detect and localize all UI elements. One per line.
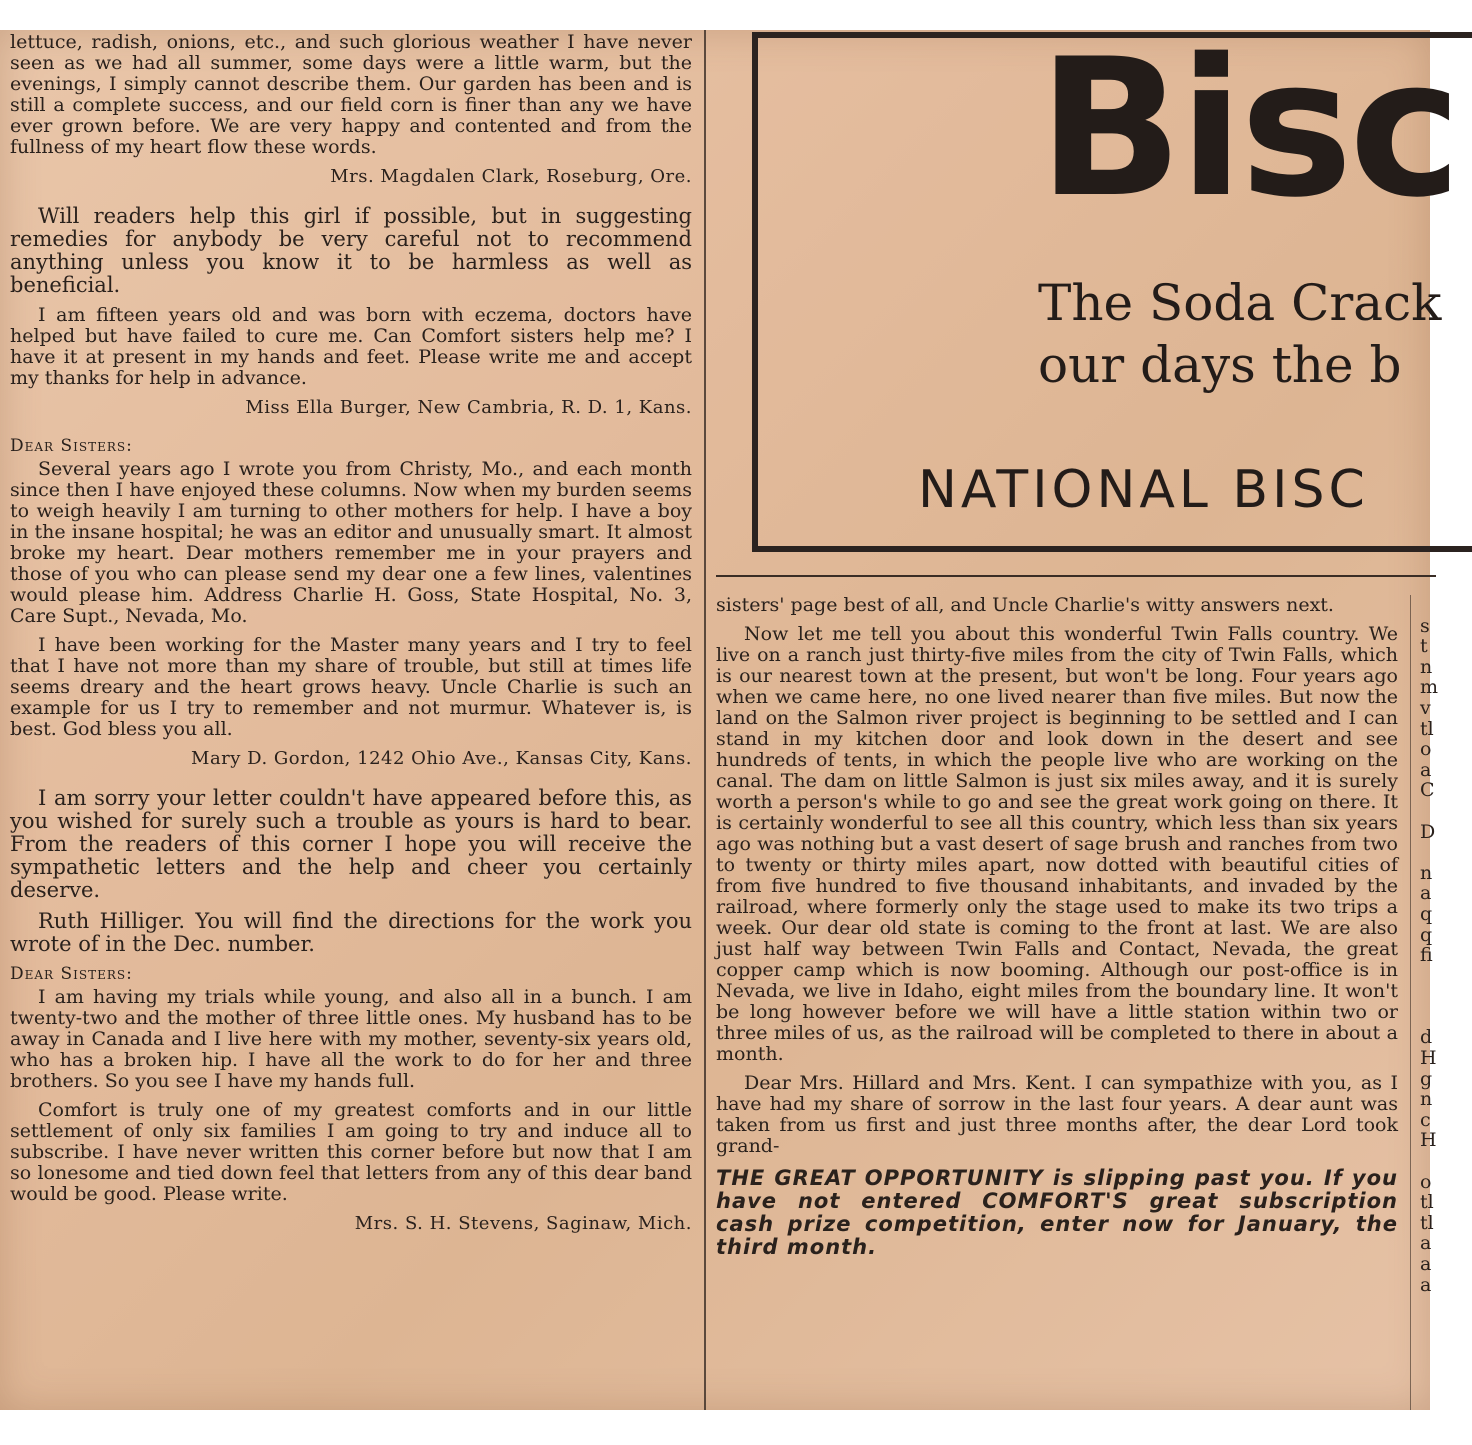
ad-heading: Bisc [1038, 18, 1458, 239]
edge-fragment: n [1420, 655, 1433, 678]
right-column [716, 595, 1398, 1259]
edge-fragment: tl [1420, 1191, 1434, 1214]
edge-fragment: d [1420, 1026, 1433, 1049]
editor-note: I am sorry your letter couldn't have appeared before this, as you wished for surely such a trouble as yours is hard to bear. From the readers of this corner I hope you will receive the sympathetic letters and the help and cheer you certainly deserve. [10, 786, 692, 902]
ad-tagline-line: The Soda Crack [1038, 274, 1442, 332]
section-rule [716, 575, 1436, 577]
ad-tagline-line: our days the b [1038, 336, 1402, 394]
letter-paragraph: Several years ago I wrote you from Christy, Mo., and each month since then I have enjoyed these columns. Now when my burden seems to weigh heavily I am turning to other mothers for help. I have a boy in the insane hospital; he was an editor and unusually smart. It almost broke my heart. Dear mothers remember me in your prayers and those of you who can please send my dear one a few lines, valentines would please him. Address Charlie H. Goss, State Hospital, No. 3, Care Supt., Nevada, Mo. [10, 458, 692, 627]
edge-fragment: v [1420, 696, 1431, 719]
advertisement-box [752, 18, 1472, 552]
edge-fragment: D [1420, 820, 1436, 843]
column-rule [1410, 595, 1411, 1410]
edge-fragment: s [1420, 614, 1430, 637]
edge-fragment [1420, 595, 1440, 616]
edge-fragment: c [1420, 1108, 1431, 1131]
salutation: Dear Sisters: [10, 964, 133, 984]
edge-fragment: o [1420, 738, 1432, 761]
letter-signature: Miss Ella Burger, New Cambria, R. D. 1, Kans. [245, 397, 692, 418]
edge-fragment: a [1420, 1273, 1432, 1296]
ad-company-name: NATIONAL BISC [918, 460, 1369, 520]
editor-note: Will readers help this girl if possible, but in suggesting remedies for anybody be very careful not to recommend anything unless you know it to be harmless as well as beneficial. [10, 204, 692, 297]
column-rule [704, 30, 706, 1410]
edge-fragment: n [1420, 861, 1433, 884]
edge-fragment [1420, 1007, 1440, 1028]
letter-paragraph: sisters' page best of all, and Uncle Charlie's witty answers next. [716, 594, 1334, 616]
editor-note: Ruth Hilliger. You will find the directions for the work you wrote of in the Dec. number. [10, 909, 692, 956]
edge-fragment [1420, 801, 1440, 822]
letter-paragraph: Comfort is truly one of my greatest comforts and in our little settlement of only six families I am going to try and induce all to subscribe. I have never written this corner before but now that I am so lonesome and tied down feel that letters from any of this dear band would be good. Please write. [10, 1099, 692, 1205]
edge-fragment: C [1420, 779, 1435, 802]
edge-fragment: tl [1420, 717, 1434, 740]
letter-signature: Mrs. S. H. Stevens, Saginaw, Mich. [354, 1213, 692, 1234]
edge-fragment [1420, 966, 1440, 987]
letter-paragraph: Dear Mrs. Hillard and Mrs. Kent. I can sympathize with you, as I have had my share of sorrow in the last four years. A dear aunt was taken from us first and just three months after, the dear Lord took grand- [716, 1072, 1398, 1157]
edge-fragment: a [1420, 1232, 1432, 1255]
letter-paragraph: I have been working for the Master many years and I try to feel that I have not more than my share of trouble, but still at times life seems dreary and the heart grows heavy. Uncle Charlie is such an example for us I try to remember and not murmur. Whatever is, is best. God bless you all. [10, 634, 692, 740]
salutation: Dear Sisters: [10, 436, 133, 456]
edge-fragment: tl [1420, 1211, 1434, 1234]
edge-fragment: q [1420, 923, 1433, 946]
left-column [10, 32, 692, 1252]
edge-fragment [1420, 842, 1440, 863]
edge-text-fragments [1420, 595, 1440, 1295]
edge-fragment [1420, 986, 1440, 1007]
letter-paragraph: I am fifteen years old and was born with eczema, doctors have helped but have failed to cure me. Can Comfort sisters help me? I have it at present in my hands and feet. Please write me and accept my thanks for help in advance. [10, 304, 692, 389]
letter-signature: Mary D. Gordon, 1242 Ohio Ave., Kansas City, Kans. [191, 748, 692, 769]
edge-fragment: n [1420, 1088, 1433, 1111]
edge-fragment: t [1420, 635, 1428, 658]
edge-fragment: H [1420, 1129, 1437, 1152]
edge-fragment: g [1420, 1067, 1433, 1090]
edge-fragment: o [1420, 1170, 1432, 1193]
edge-fragment: m [1420, 676, 1439, 699]
edge-fragment: a [1420, 1253, 1432, 1275]
newspaper-clipping [0, 18, 1458, 1410]
edge-fragment: a [1420, 882, 1432, 905]
letter-signature: Mrs. Magdalen Clark, Roseburg, Ore. [330, 166, 692, 187]
letter-paragraph: I am having my trials while young, and also all in a bunch. I am twenty-two and the mother of three little ones. My husband has to be away in Canada and I live here with my mother, seventy-six years old, who has a broken hip. I have all the work to do for her and three brothers. So you see I have my hands full. [10, 986, 692, 1092]
edge-fragment [1420, 1151, 1440, 1172]
letter-paragraph: lettuce, radish, onions, etc., and such glorious weather I have never seen as we had all summer, some days were a little warm, but the evenings, I simply cannot describe them. Our garden has been and is still a complete success, and our field corn is finer than any we have ever grown before. We are very happy and contented and from the fullness of my heart flow these words. [10, 31, 692, 158]
edge-fragment: H [1420, 1047, 1437, 1070]
letter-paragraph: Now let me tell you about this wonderful Twin Falls country. We live on a ranch just thirty-five miles from the city of Twin Falls, which is our nearest town at the present, but won't be long. Four years ago when we came here, no one lived nearer than five miles. But now the land on the Salmon river project is beginning to be settled and I can stand in my kitchen door and look down in the desert and see hundreds of tents, in which the people live who are working on the canal. The dam on little Salmon is just six miles away, and it is surely worth a person's while to go and see the great work going on there. It is certainly wonderful to see all this country, which less than six years ago was nothing but a vast desert of sage brush and ranches from two to twenty or thirty miles apart, now dotted with beautiful cities of from five hundred to five thousand inhabitants, and invaded by the railroad, where formerly only the stage used to make its two trips a week. Our dear old state is coming to the front at last. We are also just half way between Twin Falls and Contact, Nevada, the great copper camp which is now booming. Although our post-office is in Nevada, we live in Idaho, eight miles from the boundary line. It won't be long however before we will have a little station within two or three miles of us, as the railroad will be completed to there in about a month. [716, 623, 1398, 1065]
edge-fragment: q [1420, 902, 1433, 925]
edge-fragment: fi [1420, 944, 1433, 967]
edge-fragment: a [1420, 758, 1432, 781]
subscription-promo: THE GREAT OPPORTUNITY is slipping past you. If you have not entered COMFORT'S great subscription cash prize competition, enter now for January, the third month. [716, 1166, 1398, 1259]
